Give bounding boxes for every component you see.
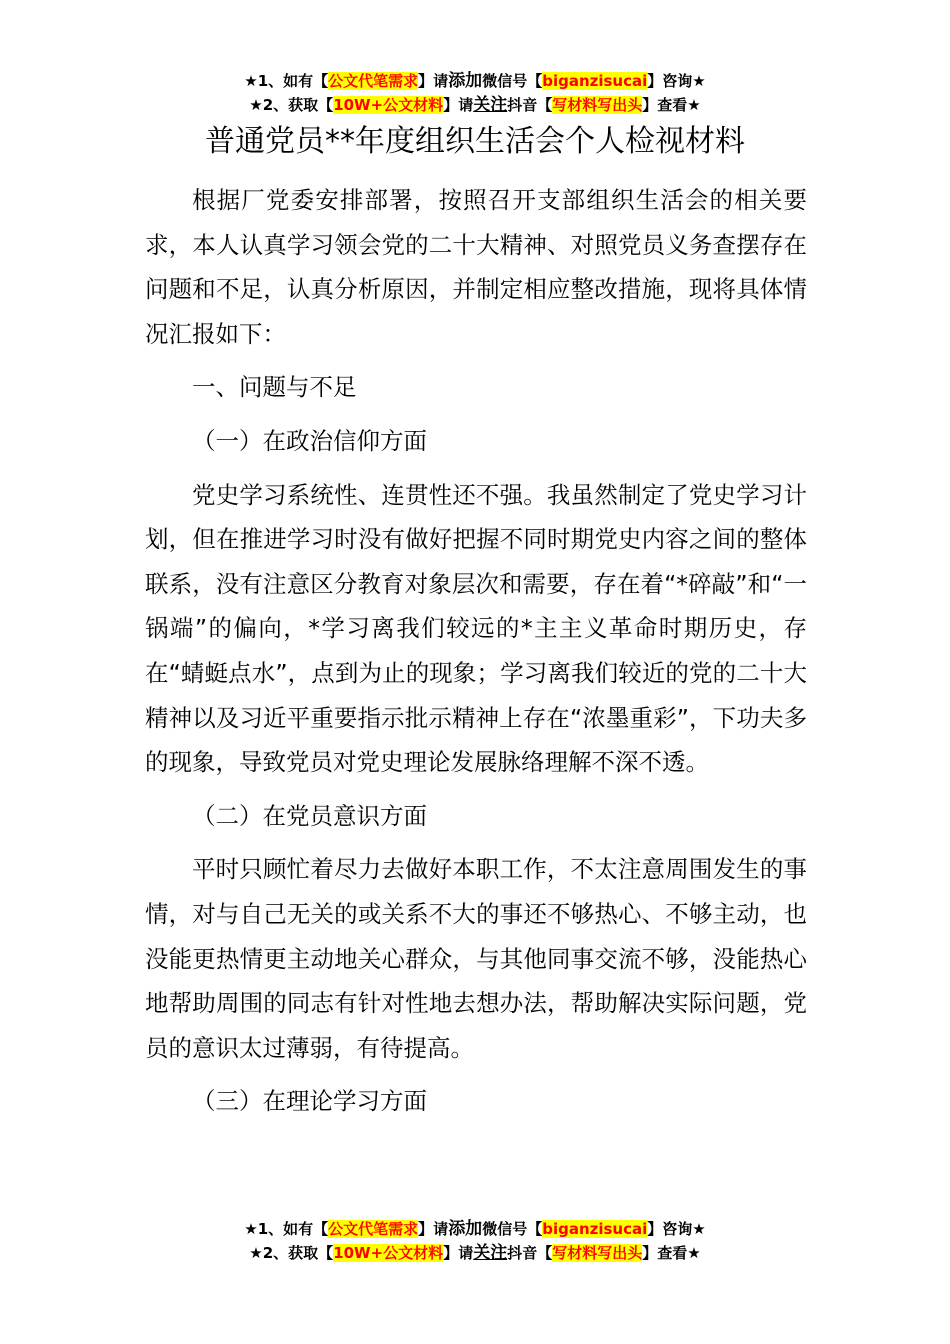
promo-highlight: 公文代笔需求 [328, 72, 419, 90]
promo-banner-bottom [0, 1217, 950, 1265]
subsection-heading: （一）在政治信仰方面 [192, 426, 427, 455]
promo-highlight: 公文代笔需求 [328, 1220, 419, 1238]
promo-highlight: 10W+公文材料 [333, 96, 444, 114]
promo-line-2: ★2、获取【10W+公文材料】请关注抖音【写材料写出头】查看★ [249, 1243, 701, 1263]
subsection-heading: （三）在理论学习方面 [192, 1087, 427, 1116]
promo-banner-top [0, 69, 950, 117]
body-paragraph: 党史学习系统性、连贯性还不强。我虽然制定了党史学习计划，但在推进学习时没有做好把握不同时期党史内容之间的整体联系，没有注意区分教育对象层次和需要，存在着“*碎敲”和“一锅端”的偏向，*学习离我们较远的*主主义革命时期历史，存在“蜻蜓点水”，点到为止的现象；学习离我们较近的党的二十大精神以及习近平重要指示批示精神上存在“浓墨重彩”，下功夫多的现象，导致党员对党史理论发展脉络理解不深不透。 [145, 480, 807, 777]
subsection-heading: （二）在党员意识方面 [192, 801, 427, 830]
promo-line-2: ★2、获取【10W+公文材料】请关注抖音【写材料写出头】查看★ [249, 95, 701, 115]
promo-wechat-id: biganzisucai [542, 1220, 648, 1238]
promo-douyin-id: 写材料写出头 [552, 96, 643, 114]
promo-douyin-id: 写材料写出头 [552, 1244, 643, 1262]
document-title: 普通党员**年度组织生活会个人检视材料 [205, 124, 745, 159]
promo-wechat-id: biganzisucai [542, 72, 648, 90]
promo-highlight: 10W+公文材料 [333, 1244, 444, 1262]
intro-paragraph: 根据厂党委安排部署，按照召开支部组织生活会的相关要求，本人认真学习领会党的二十大精神、对照党员义务查摆存在问题和不足，认真分析原因，并制定相应整改措施，现将具体情况汇报如下： [145, 186, 807, 348]
section-heading: 一、问题与不足 [192, 373, 357, 402]
body-paragraph: 平时只顾忙着尽力去做好本职工作，不太注意周围发生的事情，对与自己无关的或关系不大的事还不够热心、不够主动，也没能更热情更主动地关心群众，与其他同事交流不够，没能热心地帮助周围的同志有针对性地去想办法，帮助解决实际问题，党员的意识太过薄弱，有待提高。 [145, 855, 807, 1062]
document-body [145, 178, 807, 1133]
promo-line-1: ★1、如有【公文代笔需求】请添加微信号【biganzisucai】咨询★ [244, 71, 706, 91]
promo-line-1: ★1、如有【公文代笔需求】请添加微信号【biganzisucai】咨询★ [244, 1219, 706, 1239]
